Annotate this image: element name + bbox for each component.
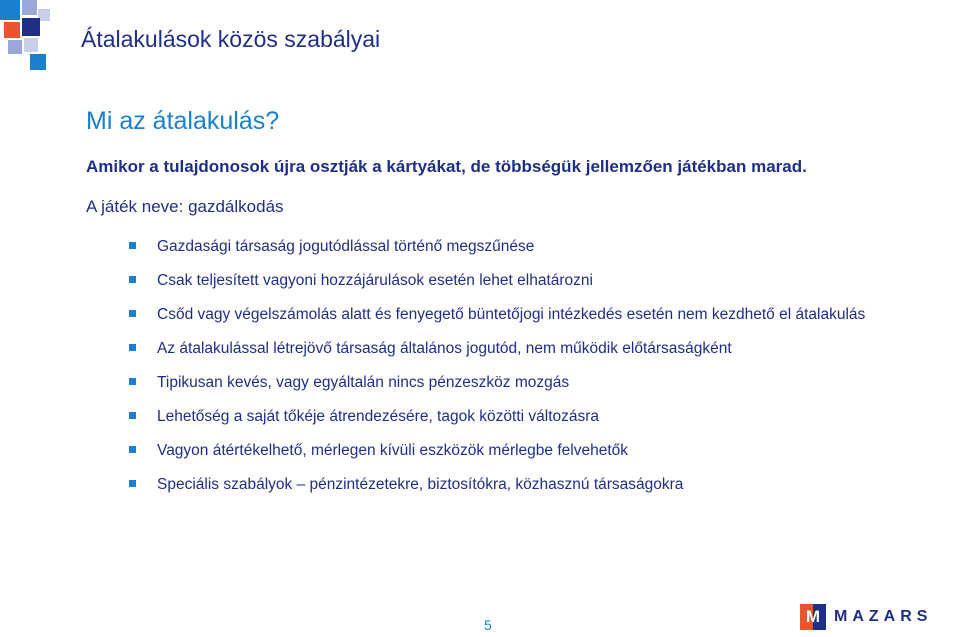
square-bullet-icon xyxy=(129,344,136,351)
list-item: Tipikusan kevés, vagy egyáltalán nincs pénzeszköz mozgás xyxy=(129,372,919,393)
page-number: 5 xyxy=(484,617,492,633)
mazars-logo-icon xyxy=(800,604,826,630)
square-icon xyxy=(8,40,22,54)
list-item: Gazdasági társaság jogutódlással történő megszűnése xyxy=(129,236,919,257)
brand-name: MAZARS xyxy=(834,608,933,625)
brand-logo xyxy=(800,604,932,630)
square-icon xyxy=(30,54,46,70)
list-item: Az átalakulással létrejövő társaság általános jogutód, nem működik előtársaságként xyxy=(129,338,919,359)
decorative-squares xyxy=(0,0,60,70)
square-bullet-icon xyxy=(129,480,136,487)
list-item: Csőd vagy végelszámolás alatt és fenyegető büntetőjogi intézkedés esetén nem kezdhető el átalakulás xyxy=(129,304,919,325)
brand-letter: M xyxy=(805,607,821,626)
lead-statement-secondary: A játék neve: gazdálkodás xyxy=(86,197,284,216)
lead-statement: Amikor a tulajdonosok újra osztják a kártyákat, de többségük jellemzően játékban marad. xyxy=(86,157,807,176)
square-icon xyxy=(22,0,37,15)
square-bullet-icon xyxy=(129,412,136,419)
bullet-list xyxy=(129,236,919,495)
square-icon xyxy=(24,38,38,52)
square-bullet-icon xyxy=(129,310,136,317)
square-icon xyxy=(0,0,20,20)
list-item: Vagyon átértékelhető, mérlegen kívüli eszközök mérlegbe felvehetők xyxy=(129,440,919,461)
square-bullet-icon xyxy=(129,276,136,283)
list-item: Lehetőség a saját tőkéje átrendezésére, tagok közötti változásra xyxy=(129,406,919,427)
square-bullet-icon xyxy=(129,378,136,385)
square-icon xyxy=(4,22,20,38)
square-bullet-icon xyxy=(129,242,136,249)
page-title: Átalakulások közös szabályai xyxy=(81,26,381,52)
square-bullet-icon xyxy=(129,446,136,453)
square-icon xyxy=(22,18,40,36)
section-subtitle: Mi az átalakulás? xyxy=(86,107,280,135)
list-item: Speciális szabályok – pénzintézetekre, biztosítókra, közhasznú társaságokra xyxy=(129,474,919,495)
list-item: Csak teljesített vagyoni hozzájárulások esetén lehet elhatározni xyxy=(129,270,919,291)
